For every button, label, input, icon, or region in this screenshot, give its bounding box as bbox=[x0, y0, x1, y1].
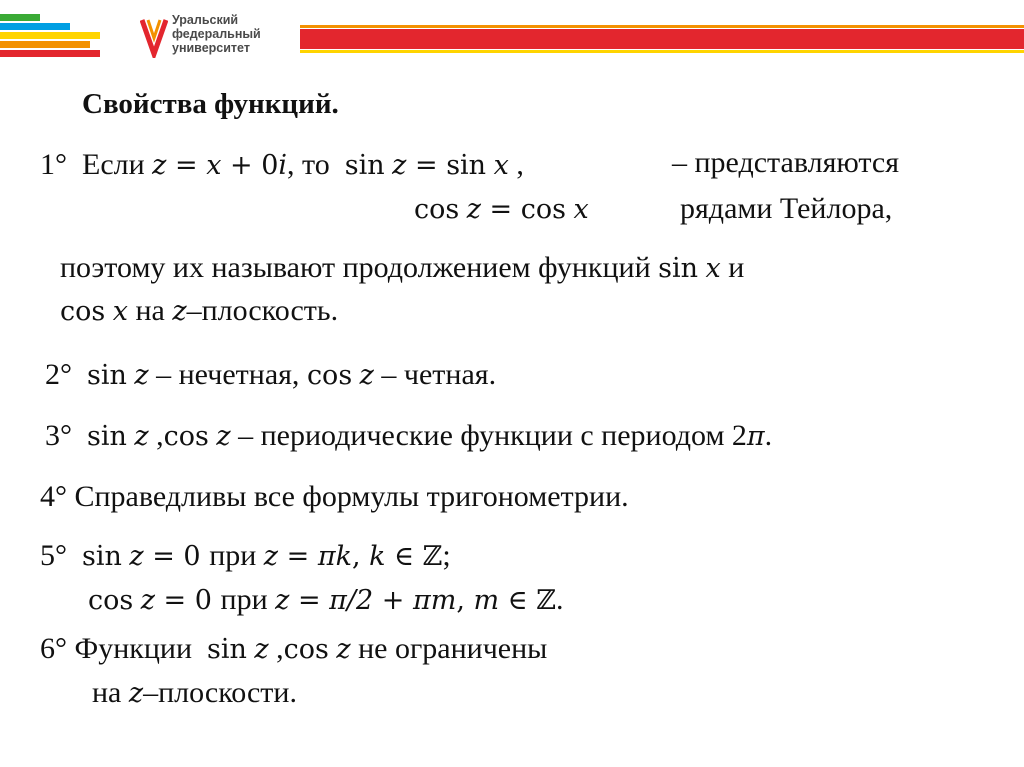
property-5-line1: 5° sin z = 0 при z = πk, k ∈ ℤ; bbox=[40, 539, 451, 572]
property-1-cont-line1: поэтому их называют продолжением функций sin x и bbox=[60, 251, 745, 284]
property-4: 4° Справедливы все формулы тригонометрии. bbox=[40, 480, 629, 513]
stripe-yellow bbox=[0, 32, 100, 39]
university-logo-icon bbox=[140, 14, 168, 58]
property-6-line2: на z–плоскости. bbox=[92, 676, 297, 709]
stripe-blue bbox=[0, 23, 70, 30]
property-3: 3° sin z ,cos z – периодические функции с периодом 2π. bbox=[45, 419, 773, 452]
left-stripes bbox=[0, 14, 100, 64]
property-1-line2: cos z = cos x bbox=[414, 194, 589, 225]
stripe-green bbox=[0, 14, 40, 21]
property-1-cont-line2: cos x на z–плоскость. bbox=[60, 294, 339, 327]
taylor-note-line2: рядами Тейлора, bbox=[680, 192, 893, 225]
taylor-note-line1: – представляются bbox=[672, 146, 899, 179]
header-band bbox=[300, 25, 1024, 53]
stripe-red bbox=[0, 50, 100, 57]
university-logo-text: Уральский федеральный университет bbox=[172, 13, 261, 55]
property-2: 2° sin z – нечетная, cos z – четная. bbox=[45, 358, 497, 391]
stripe-orange bbox=[0, 41, 90, 48]
slide-title: Свойства функций. bbox=[82, 88, 339, 120]
property-1-line1: 1° Если z = x + 0i, то sin z = sin x , bbox=[40, 148, 524, 181]
property-5-line2: cos z = 0 при z = π/2 + πm, m ∈ ℤ. bbox=[88, 583, 564, 616]
property-6-line1: 6° Функции sin z ,cos z не ограничены bbox=[40, 632, 548, 665]
